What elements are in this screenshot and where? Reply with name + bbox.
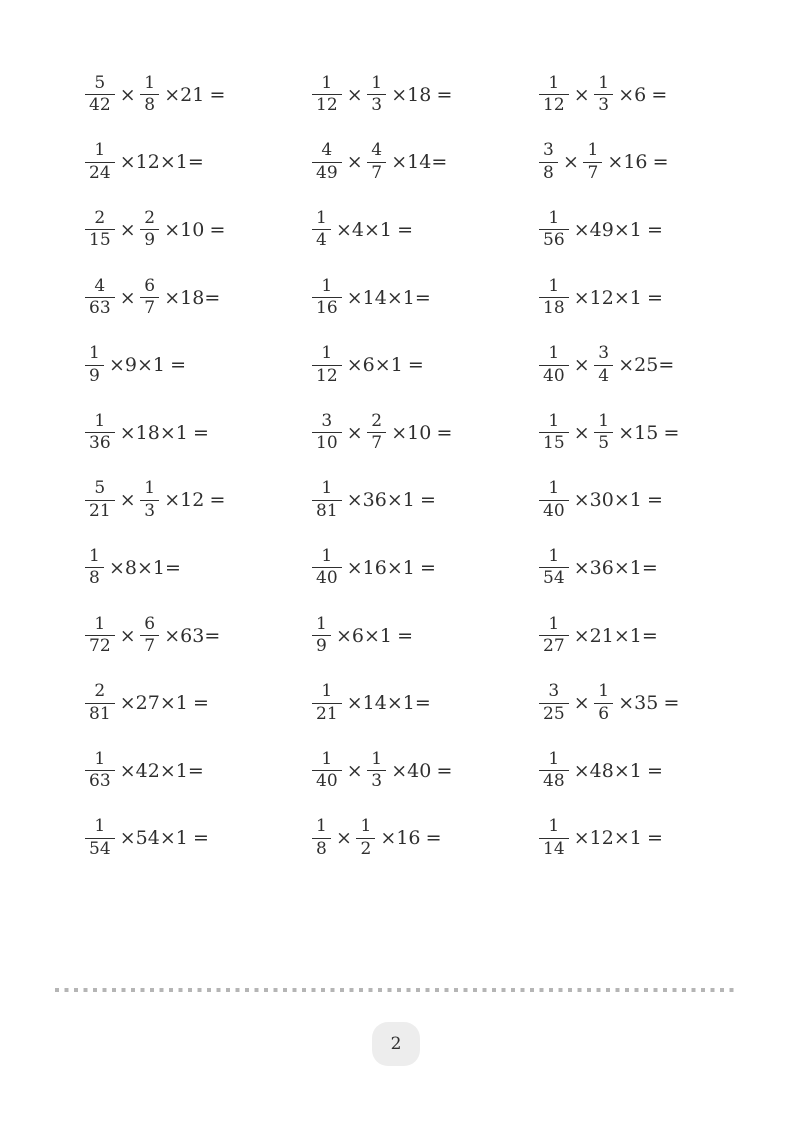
fraction xyxy=(539,547,569,589)
fraction xyxy=(367,412,386,454)
denominator: 15 xyxy=(85,229,115,251)
denominator: 48 xyxy=(539,770,569,792)
fraction xyxy=(312,479,342,521)
numerator: 1 xyxy=(316,816,327,837)
fraction xyxy=(85,74,115,116)
operator-text: = xyxy=(651,83,668,106)
problem xyxy=(85,817,312,859)
operator-text: ×16×1 xyxy=(346,556,415,579)
fraction xyxy=(140,277,159,319)
denominator: 3 xyxy=(594,94,613,116)
numerator: 1 xyxy=(321,343,333,364)
operator-text: ×12×1 xyxy=(573,286,642,309)
numerator: 1 xyxy=(598,681,610,702)
fraction xyxy=(312,277,342,319)
fraction xyxy=(356,817,375,859)
problem xyxy=(312,344,539,386)
numerator: 1 xyxy=(598,72,610,93)
operator-text: = xyxy=(397,624,414,647)
numerator: 1 xyxy=(144,72,156,93)
numerator: 3 xyxy=(321,410,333,431)
fraction xyxy=(85,547,104,589)
operator-text: ×18 xyxy=(391,83,432,106)
fraction xyxy=(140,615,159,657)
numerator: 5 xyxy=(94,72,106,93)
operator-text: ×6×1 xyxy=(346,354,403,377)
operator-text: ×36×1 xyxy=(346,489,415,512)
fraction xyxy=(539,344,569,386)
fraction xyxy=(594,682,613,724)
operator-text: ×6 xyxy=(618,83,647,106)
operator-text: = xyxy=(209,489,226,512)
numerator: 1 xyxy=(321,545,333,566)
denominator: 7 xyxy=(367,432,386,454)
fraction xyxy=(539,750,569,792)
problem xyxy=(312,209,539,251)
operator-text: = xyxy=(436,759,453,782)
numerator: 5 xyxy=(94,478,106,499)
operator-text: ×12 xyxy=(164,489,205,512)
denominator: 12 xyxy=(312,94,342,116)
numerator: 3 xyxy=(548,681,560,702)
operator-text: ×63= xyxy=(164,624,221,647)
denominator: 15 xyxy=(539,432,569,454)
numerator: 2 xyxy=(371,410,383,431)
problem xyxy=(85,277,312,319)
operator-text: ×12×1 xyxy=(573,827,642,850)
fraction xyxy=(312,615,331,657)
operator-text: × xyxy=(346,83,363,106)
operator-text: ×14×1= xyxy=(346,692,431,715)
problem xyxy=(85,682,312,724)
operator-text: = xyxy=(420,489,436,512)
denominator: 7 xyxy=(140,635,159,657)
numerator: 1 xyxy=(89,545,100,566)
denominator: 8 xyxy=(85,567,104,589)
numerator: 4 xyxy=(371,140,383,161)
operator-text: × xyxy=(573,421,590,444)
numerator: 1 xyxy=(321,478,333,499)
fraction xyxy=(140,74,159,116)
operator-text: = xyxy=(407,354,424,377)
fraction xyxy=(85,141,115,183)
numerator: 1 xyxy=(548,275,560,296)
fraction xyxy=(85,615,115,657)
numerator: 1 xyxy=(316,207,327,228)
problem xyxy=(85,141,312,183)
numerator: 2 xyxy=(144,207,156,228)
operator-text: ×27×1 xyxy=(119,692,188,715)
operator-text: = xyxy=(193,827,209,850)
numerator: 4 xyxy=(321,140,333,161)
numerator: 1 xyxy=(598,410,610,431)
operator-text: × xyxy=(346,759,363,782)
operator-text: ×6×1 xyxy=(335,624,392,647)
problem xyxy=(85,615,312,657)
operator-text: ×9×1 xyxy=(108,354,165,377)
fraction xyxy=(85,209,115,251)
denominator: 5 xyxy=(594,432,613,454)
problem xyxy=(539,141,760,183)
numerator: 1 xyxy=(548,207,560,228)
operator-text: × xyxy=(562,151,579,174)
problem xyxy=(312,74,539,116)
denominator: 40 xyxy=(539,500,569,522)
operator-text: = xyxy=(436,83,453,106)
numerator: 1 xyxy=(321,275,333,296)
problem xyxy=(539,344,760,386)
operator-text: = xyxy=(397,218,414,241)
denominator: 25 xyxy=(539,703,569,725)
numerator: 1 xyxy=(316,613,327,634)
fraction xyxy=(85,412,115,454)
operator-text: = xyxy=(647,489,663,512)
operator-text: = xyxy=(663,692,680,715)
denominator: 7 xyxy=(140,297,159,319)
denominator: 9 xyxy=(140,229,159,251)
numerator: 1 xyxy=(360,816,372,837)
denominator: 40 xyxy=(539,365,569,387)
operator-text: × xyxy=(573,354,590,377)
denominator: 8 xyxy=(140,94,159,116)
problem xyxy=(539,412,760,454)
denominator: 81 xyxy=(312,500,342,522)
operator-text: × xyxy=(119,624,136,647)
problem xyxy=(539,277,760,319)
numerator: 1 xyxy=(548,410,560,431)
problem xyxy=(85,344,312,386)
numerator: 1 xyxy=(94,816,106,837)
problem xyxy=(539,750,760,792)
operator-text: × xyxy=(573,83,590,106)
operator-text: ×30×1 xyxy=(573,489,642,512)
fraction xyxy=(312,141,342,183)
operator-text: = xyxy=(647,759,663,782)
denominator: 8 xyxy=(539,162,558,184)
operator-text: ×14= xyxy=(391,151,448,174)
denominator: 7 xyxy=(583,162,602,184)
fraction xyxy=(539,412,569,454)
operator-text: ×4×1 xyxy=(335,218,392,241)
problem xyxy=(312,615,539,657)
operator-text: ×54×1 xyxy=(119,827,188,850)
denominator: 8 xyxy=(312,838,331,860)
operator-text: × xyxy=(119,218,136,241)
denominator: 21 xyxy=(85,500,115,522)
problem xyxy=(539,817,760,859)
fraction xyxy=(312,547,342,589)
problem xyxy=(312,750,539,792)
denominator: 54 xyxy=(539,567,569,589)
problem xyxy=(85,547,312,589)
fraction xyxy=(539,479,569,521)
denominator: 54 xyxy=(85,838,115,860)
numerator: 1 xyxy=(548,343,560,364)
numerator: 1 xyxy=(94,140,106,161)
operator-text: ×48×1 xyxy=(573,759,642,782)
fraction xyxy=(312,817,331,859)
numerator: 1 xyxy=(587,140,599,161)
denominator: 40 xyxy=(312,567,342,589)
operator-text: × xyxy=(346,421,363,444)
fraction xyxy=(594,412,613,454)
operator-text: = xyxy=(652,151,669,174)
operator-text: ×25= xyxy=(618,354,675,377)
operator-text: ×15 xyxy=(618,421,659,444)
numerator: 6 xyxy=(144,613,156,634)
fraction xyxy=(85,479,115,521)
fraction xyxy=(85,682,115,724)
problem xyxy=(85,750,312,792)
fraction xyxy=(140,479,159,521)
fraction xyxy=(312,74,342,116)
operator-text: × xyxy=(573,692,590,715)
operator-text: ×10 xyxy=(164,218,205,241)
numerator: 1 xyxy=(94,613,106,634)
problem xyxy=(539,74,760,116)
numerator: 1 xyxy=(94,748,106,769)
denominator: 72 xyxy=(85,635,115,657)
denominator: 9 xyxy=(85,365,104,387)
problem xyxy=(312,479,539,521)
numerator: 1 xyxy=(321,72,333,93)
operator-text: ×10 xyxy=(391,421,432,444)
fraction xyxy=(367,750,386,792)
operator-text: ×42×1= xyxy=(119,759,204,782)
numerator: 1 xyxy=(94,410,106,431)
problem xyxy=(85,412,312,454)
operator-text: × xyxy=(335,827,352,850)
page-number: 2 xyxy=(390,1034,402,1054)
operator-text: = xyxy=(193,421,209,444)
operator-text: ×16 xyxy=(380,827,421,850)
problem xyxy=(539,615,760,657)
fraction xyxy=(539,209,569,251)
fraction xyxy=(539,615,569,657)
denominator: 21 xyxy=(312,703,342,725)
denominator: 81 xyxy=(85,703,115,725)
numerator: 1 xyxy=(548,478,560,499)
problem xyxy=(539,682,760,724)
numerator: 6 xyxy=(144,275,156,296)
operator-text: ×21 xyxy=(164,83,205,106)
denominator: 24 xyxy=(85,162,115,184)
operator-text: = xyxy=(647,218,663,241)
denominator: 18 xyxy=(539,297,569,319)
denominator: 4 xyxy=(594,365,613,387)
operator-text: = xyxy=(425,827,442,850)
operator-text: ×49×1 xyxy=(573,218,642,241)
denominator: 3 xyxy=(367,94,386,116)
problem xyxy=(539,547,760,589)
operator-text: × xyxy=(119,489,136,512)
problem xyxy=(539,479,760,521)
numerator: 1 xyxy=(548,613,560,634)
denominator: 4 xyxy=(312,229,331,251)
denominator: 49 xyxy=(312,162,342,184)
numerator: 1 xyxy=(321,748,333,769)
problem xyxy=(312,277,539,319)
denominator: 16 xyxy=(312,297,342,319)
fraction xyxy=(539,682,569,724)
problem xyxy=(312,412,539,454)
page-number-badge xyxy=(372,1022,420,1066)
numerator: 1 xyxy=(321,681,333,702)
fraction xyxy=(594,74,613,116)
denominator: 6 xyxy=(594,703,613,725)
denominator: 2 xyxy=(356,838,375,860)
denominator: 14 xyxy=(539,838,569,860)
problem xyxy=(312,682,539,724)
problem xyxy=(85,209,312,251)
problem xyxy=(312,141,539,183)
denominator: 7 xyxy=(367,162,386,184)
fraction xyxy=(539,817,569,859)
numerator: 1 xyxy=(548,816,560,837)
operator-text: = xyxy=(170,354,187,377)
fraction xyxy=(85,277,115,319)
denominator: 36 xyxy=(85,432,115,454)
numerator: 1 xyxy=(371,72,383,93)
numerator: 1 xyxy=(548,72,560,93)
fraction xyxy=(312,750,342,792)
operator-text: = xyxy=(209,83,226,106)
operator-text: ×18= xyxy=(164,286,221,309)
denominator: 27 xyxy=(539,635,569,657)
fraction xyxy=(539,277,569,319)
denominator: 12 xyxy=(539,94,569,116)
dotted-divider xyxy=(55,988,738,992)
numerator: 1 xyxy=(371,748,383,769)
denominator: 63 xyxy=(85,770,115,792)
numerator: 1 xyxy=(89,343,100,364)
operator-text: = xyxy=(193,692,209,715)
operator-text: ×8×1= xyxy=(108,556,181,579)
operator-text: ×40 xyxy=(391,759,432,782)
numerator: 2 xyxy=(94,207,106,228)
denominator: 9 xyxy=(312,635,331,657)
fraction xyxy=(539,74,569,116)
denominator: 40 xyxy=(312,770,342,792)
numerator: 3 xyxy=(598,343,610,364)
fraction xyxy=(312,412,342,454)
problem xyxy=(85,74,312,116)
operator-text: ×36×1= xyxy=(573,556,658,579)
worksheet-problem-grid xyxy=(85,61,760,872)
numerator: 1 xyxy=(144,478,156,499)
operator-text: = xyxy=(436,421,453,444)
operator-text: × xyxy=(119,83,136,106)
operator-text: × xyxy=(346,151,363,174)
denominator: 63 xyxy=(85,297,115,319)
denominator: 10 xyxy=(312,432,342,454)
fraction xyxy=(85,750,115,792)
fraction xyxy=(140,209,159,251)
numerator: 4 xyxy=(94,275,106,296)
fraction xyxy=(583,141,602,183)
fraction xyxy=(85,817,115,859)
problem xyxy=(312,547,539,589)
problem xyxy=(312,817,539,859)
operator-text: = xyxy=(647,827,663,850)
denominator: 3 xyxy=(367,770,386,792)
numerator: 1 xyxy=(548,545,560,566)
fraction xyxy=(594,344,613,386)
operator-text: = xyxy=(663,421,680,444)
fraction xyxy=(539,141,558,183)
operator-text: = xyxy=(647,286,663,309)
denominator: 56 xyxy=(539,229,569,251)
operator-text: ×16 xyxy=(607,151,648,174)
fraction xyxy=(85,344,104,386)
fraction xyxy=(312,682,342,724)
numerator: 3 xyxy=(543,140,554,161)
operator-text: ×12×1= xyxy=(119,151,204,174)
fraction xyxy=(312,209,331,251)
operator-text: ×35 xyxy=(618,692,659,715)
operator-text: × xyxy=(119,286,136,309)
fraction xyxy=(367,141,386,183)
fraction xyxy=(312,344,342,386)
denominator: 3 xyxy=(140,500,159,522)
problem xyxy=(539,209,760,251)
operator-text: ×18×1 xyxy=(119,421,188,444)
operator-text: ×14×1= xyxy=(346,286,431,309)
denominator: 42 xyxy=(85,94,115,116)
problem xyxy=(85,479,312,521)
operator-text: = xyxy=(209,218,226,241)
operator-text: = xyxy=(420,556,436,579)
numerator: 1 xyxy=(548,748,560,769)
operator-text: ×21×1= xyxy=(573,624,658,647)
numerator: 2 xyxy=(94,681,106,702)
fraction xyxy=(367,74,386,116)
denominator: 12 xyxy=(312,365,342,387)
